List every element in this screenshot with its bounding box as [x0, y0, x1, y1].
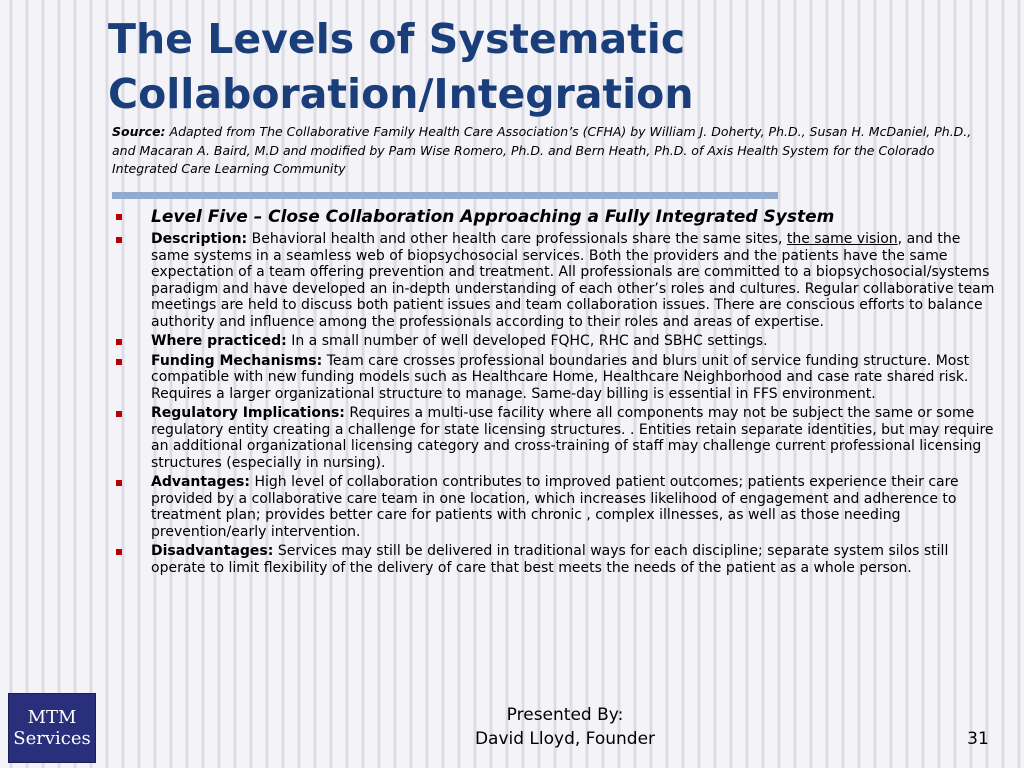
- list-item: [108, 543, 1000, 576]
- list-item: [108, 405, 1000, 471]
- bullet-icon: [116, 359, 122, 365]
- source-text: Adapted from The Collaborative Family Health Care Association’s (CFHA) by William J. Doherty, Ph.D., Susan H. McDaniel, Ph.D., and Macaran A. Baird, M.D and modified by Pam Wise Romero, Ph.D. and Bern Heath, Ph.D. of Axis Health System for the Colorado Integrated Care Learning Community: [112, 124, 972, 176]
- description-underlined: the same vision: [786, 231, 898, 247]
- logo-line-1: MTM: [27, 707, 77, 728]
- slide-title: The Levels of Systematic Collaboration/Integration: [108, 15, 694, 118]
- list-item: [108, 474, 1000, 540]
- item-text: [151, 353, 1000, 403]
- item-text: [151, 543, 1000, 576]
- bullet-icon: [116, 411, 122, 417]
- source-label: Source:: [112, 124, 166, 139]
- description-text-after: , and the same systems in a seamless web of biopsychosocial services. Both the providers and the patients have the same expectation of a team offering prevention and treatment. All professionals are committed to a biopsychosocial/systems paradigm and have developed an in-depth understanding of each other’s roles and cultures. Regular collaborative team meetings are held to discuss both patient issues and team collaboration issues. There are conscious efforts to balance authority and influence among the professionals according to their roles and areas of expertise.: [151, 231, 995, 330]
- source-citation: [112, 123, 972, 179]
- list-item-description: [108, 231, 1000, 330]
- logo-line-2: Services: [13, 728, 91, 749]
- item-text: [151, 474, 1000, 540]
- item-label: Advantages:: [151, 474, 250, 490]
- bullet-icon: [116, 339, 122, 345]
- item-label: Regulatory Implications:: [151, 405, 345, 421]
- list-item-heading: [108, 206, 1000, 228]
- bullet-icon: [116, 480, 122, 486]
- item-body: High level of collaboration contributes to improved patient outcomes; patients experience their care provided by a collaborative care team in one location, which increases likelihood of engagement and adherence to treatment plan; provides better care for patients with chronic , complex illnesses, as well as those needing prevention/early intervention.: [151, 474, 959, 540]
- item-text: [151, 405, 1000, 471]
- item-body: In a small number of well developed FQHC, RHC and SBHC settings.: [291, 333, 768, 349]
- item-text: [151, 333, 1000, 350]
- bullet-icon: [116, 237, 122, 243]
- presenter-line-1: Presented By:: [506, 705, 624, 725]
- list-item: [108, 353, 1000, 403]
- item-body: Services may still be delivered in traditional ways for each discipline; separate system silos still operate to limit flexibility of the delivery of care that best meets the needs of the patient as a whole person.: [151, 543, 949, 576]
- description-text-before: Behavioral health and other health care professionals share the same sites,: [251, 231, 787, 247]
- bullet-icon: [116, 214, 122, 220]
- item-label: Funding Mechanisms:: [151, 352, 323, 369]
- title-divider: [112, 192, 778, 199]
- item-body: Requires a multi-use facility where all components may not be subject the same or some regulatory entity creating a challenge for state licensing structures. . Entities retain separate identities, but may require an additional organizational licensing category and cross-training of staff may challenge current professional licensing structures (especially in nursing).: [151, 405, 994, 471]
- bullet-list: [108, 206, 1000, 579]
- item-body: Team care crosses professional boundaries and blurs unit of service funding structure. Most compatible with new funding models such as Healthcare Home, Healthcare Neighborhood and case rate shared risk. Requires a larger organizational structure to manage. Same-day billing is essential in FFS environment.: [151, 352, 970, 402]
- presenter-credit: [420, 703, 710, 751]
- bullet-icon: [116, 549, 122, 555]
- item-label: Where practiced:: [151, 333, 287, 349]
- description-text: [151, 231, 1000, 330]
- page-number: 31: [967, 729, 989, 749]
- description-label: Description:: [151, 231, 248, 247]
- list-item: [108, 333, 1000, 350]
- presenter-line-2: David Lloyd, Founder: [474, 729, 656, 749]
- mtm-services-logo: [8, 693, 96, 763]
- item-label: Disadvantages:: [151, 543, 274, 559]
- level-heading: Level Five – Close Collaboration Approaching a Fully Integrated System: [151, 207, 835, 227]
